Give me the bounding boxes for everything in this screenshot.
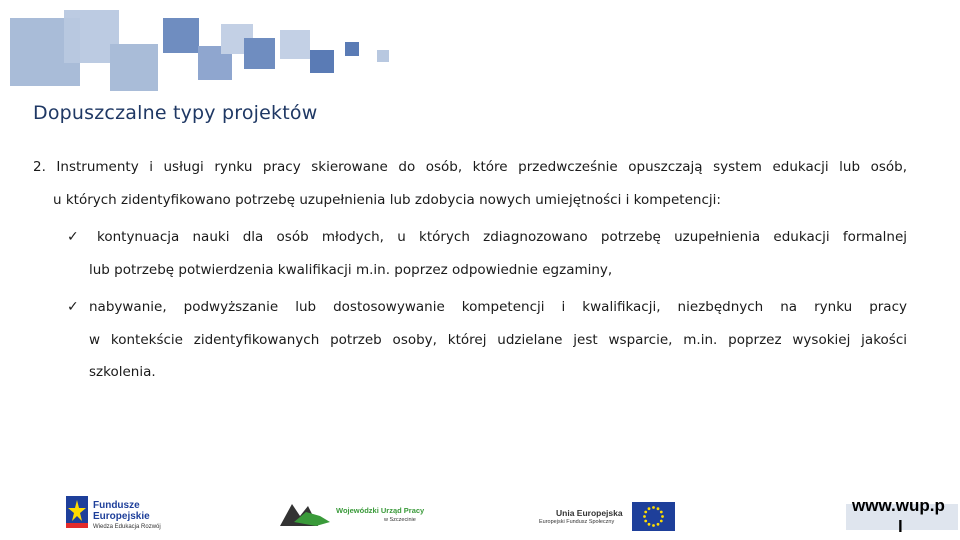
- decor-square: [377, 50, 389, 62]
- eu-star: [660, 520, 663, 523]
- eu-star: [652, 506, 655, 509]
- bullet-2-line-1: nabywanie, podwyższanie lub dostosowywanie kompetencji i kwalifikacji, niezbędnych na rynku pracy: [89, 299, 907, 315]
- checkmark-icon: ✓: [67, 299, 79, 315]
- eu-star: [644, 520, 647, 523]
- eu-star: [661, 515, 664, 518]
- eu-flag-icon: [632, 502, 675, 531]
- fe-logo-line-1: Fundusze: [93, 500, 140, 511]
- eu-logo-line-1: Unia Europejska: [556, 508, 623, 518]
- wup-logo-line-2: w Szczecinie: [384, 517, 416, 523]
- decor-square: [345, 42, 359, 56]
- bullet-1-line-2: lub potrzebę potwierdzenia kwalifikacji m.in. poprzez odpowiednie egzaminy,: [89, 262, 613, 278]
- eu-star: [648, 507, 651, 510]
- eu-star: [652, 524, 655, 527]
- decor-square: [110, 44, 158, 91]
- fe-star-icon: [66, 496, 88, 534]
- decor-square: [280, 30, 310, 59]
- eu-star: [643, 515, 646, 518]
- eu-logo-line-2: Europejski Fundusz Społeczny: [539, 519, 615, 525]
- decor-square: [310, 50, 334, 73]
- eu-star: [657, 507, 660, 510]
- fe-logo-line-3: Wiedza Edukacja Rozwój: [93, 524, 161, 530]
- checkmark-icon: ✓: [67, 229, 79, 245]
- eu-star: [644, 511, 647, 514]
- item-2-line-2: u których zidentyfikowano potrzebę uzupełnienia lub zdobycia nowych umiejętności i kompetencji:: [53, 192, 721, 208]
- wup-mark-icon: [280, 500, 330, 528]
- eu-star: [660, 511, 663, 514]
- fe-logo-line-2: Europejskie: [93, 511, 150, 522]
- page-title: Dopuszczalne typy projektów: [33, 102, 318, 124]
- eu-star: [657, 523, 660, 526]
- bullet-2-line-3: szkolenia.: [89, 364, 156, 380]
- eu-star: [648, 523, 651, 526]
- bullet-2-line-2: w kontekście zidentyfikowanych potrzeb osoby, której udzielane jest wsparcie, m.in. poprzez wysokiej jakości: [89, 332, 907, 348]
- bullet-1-line-1: kontynuacja nauki dla osób młodych, u których zdiagnozowano potrzebę uzupełnienia edukacji formalnej: [97, 229, 907, 245]
- website-url-continuation[interactable]: l: [898, 517, 903, 536]
- item-2-line-1: 2. Instrumenty i usługi rynku pracy skierowane do osób, które przedwcześnie opuszczają system edukacji lub osób,: [33, 159, 907, 175]
- website-url[interactable]: www.wup.p: [852, 496, 945, 515]
- decor-square: [244, 38, 275, 69]
- footer-logos: [0, 488, 960, 540]
- wup-logo-line-1: Wojewódzki Urząd Pracy: [336, 506, 425, 515]
- decor-square: [163, 18, 199, 53]
